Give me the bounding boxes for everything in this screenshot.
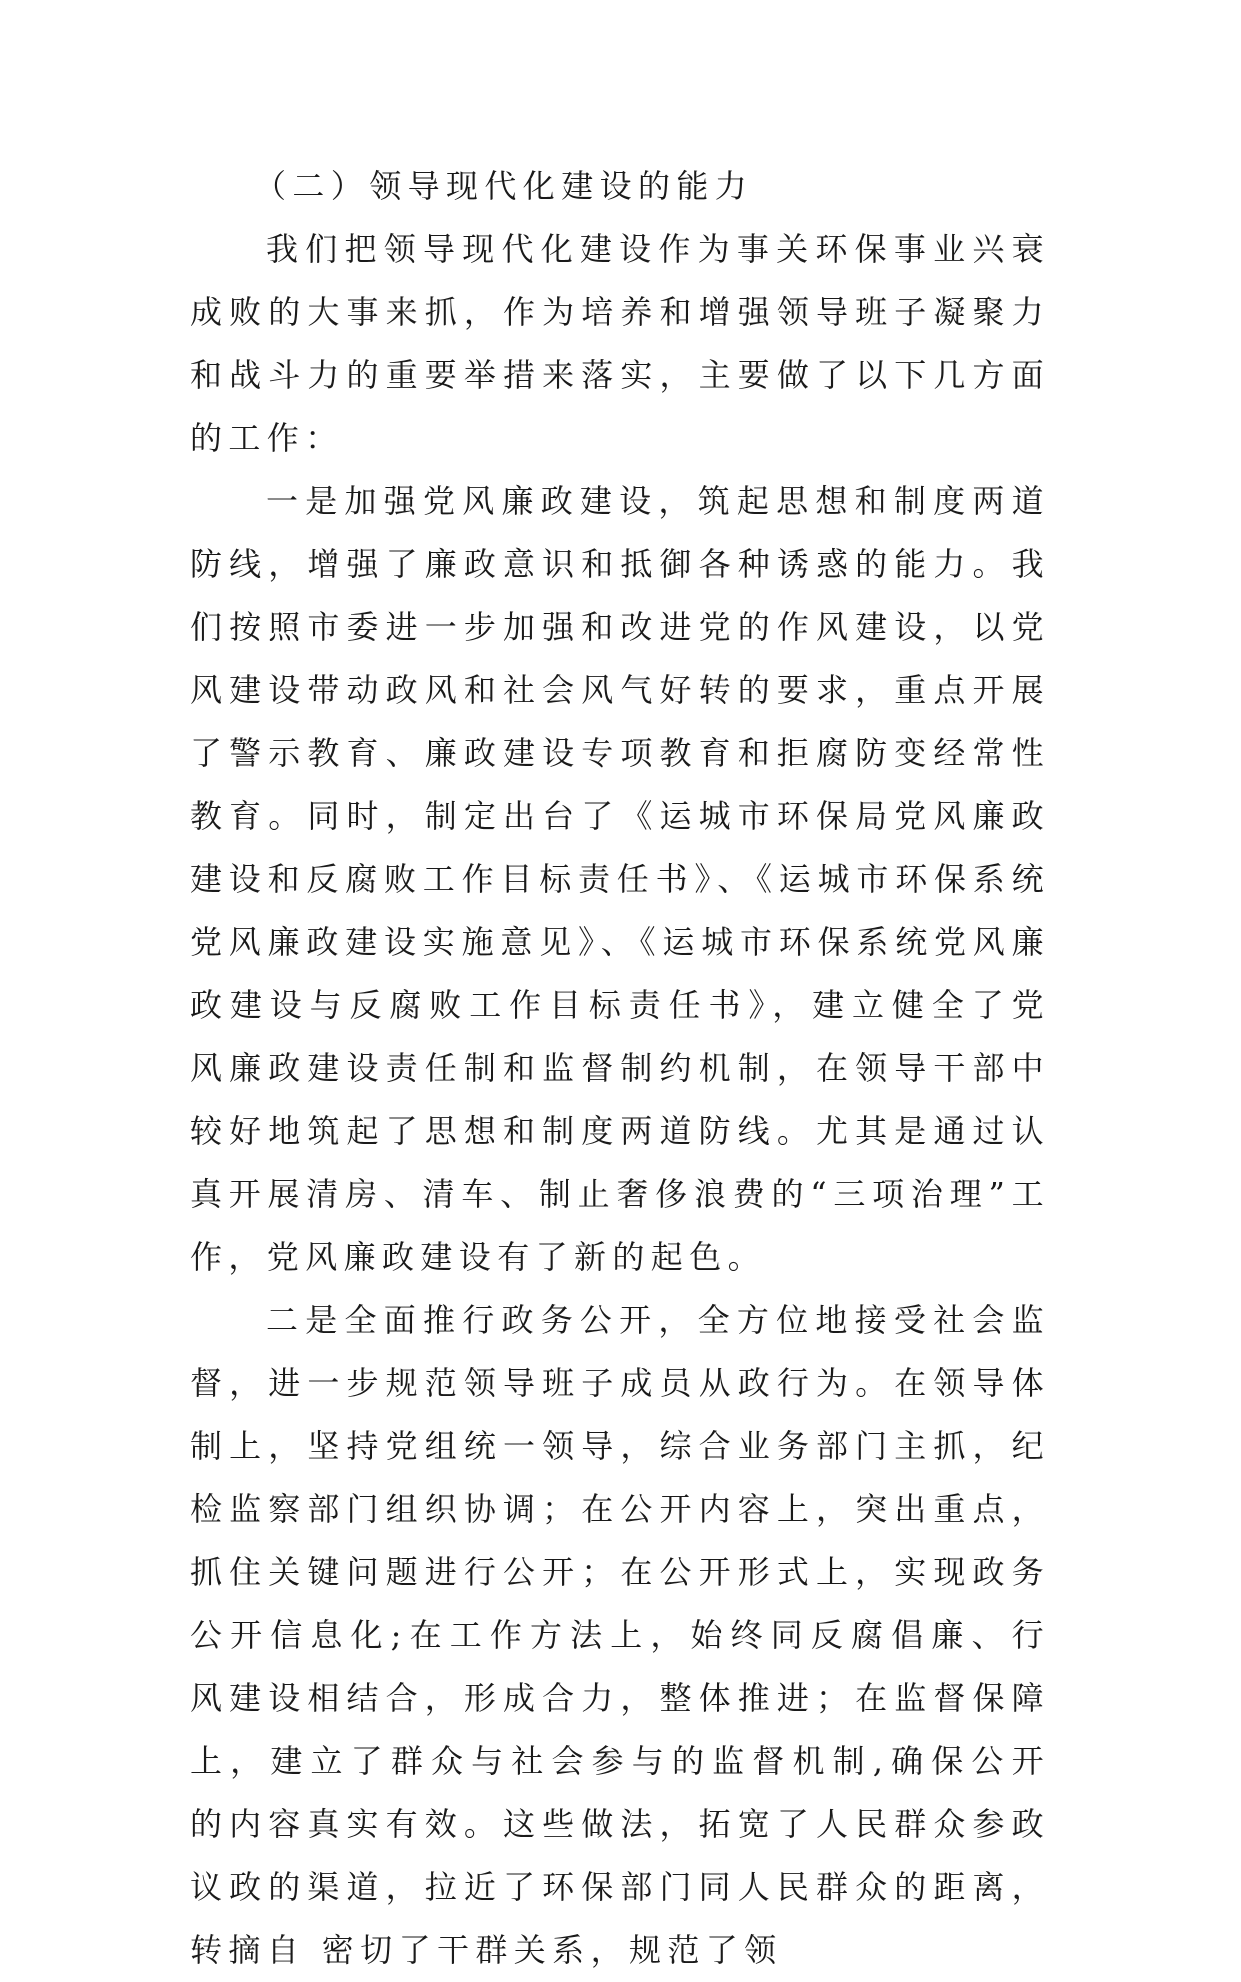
section-heading: （二）领导现代化建设的能力 (254, 167, 754, 205)
document-body (190, 155, 1050, 1982)
paragraph-intro: 我们把领导现代化建设作为事关环保事业兴衰成败的大事来抓，作为培养和增强领导班子凝聚力和战斗力的重要举措来落实，主要做了以下几方面的工作： (190, 230, 1050, 457)
paragraph-point-one: 一是加强党风廉政建设，筑起思想和制度两道防线，增强了廉政意识和抵御各种诱惑的能力。我们按照市委进一步加强和改进党的作风建设，以党风建设带动政风和社会风气好转的要求，重点开展了警示教育、廉政建设专项教育和拒腐防变经常性教育。同时，制定出台了《运城市环保局党风廉政建设和反腐败工作目标责任书》、《运城市环保系统党风廉政建设实施意见》、《运城市环保系统党风廉政建设与反腐败工作目标责任书》，建立健全了党风廉政建设责任制和监督制约机制，在领导干部中较好地筑起了思想和制度两道防线。尤其是通过认真开展清房、清车、制止奢侈浪费的“三项治理”工作，党风廉政建设有了新的起色。 (190, 482, 1050, 1276)
paragraph-point-two: 二是全面推行政务公开，全方位地接受社会监督，进一步规范领导班子成员从政行为。在领导体制上，坚持党组统一领导，综合业务部门主抓，纪检监察部门组织协调；在公开内容上，突出重点，抓住关键问题进行公开；在公开形式上，实现政务公开信息化;在工作方法上，始终同反腐倡廉、行风建设相结合，形成合力，整体推进；在监督保障上，建立了群众与社会参与的监督机制,确保公开的内容真实有效。这些做法，拓宽了人民群众参政议政的渠道，拉近了环保部门同人民群众的距离，转摘自 密切了干群关系，规范了领 (190, 1301, 1050, 1969)
